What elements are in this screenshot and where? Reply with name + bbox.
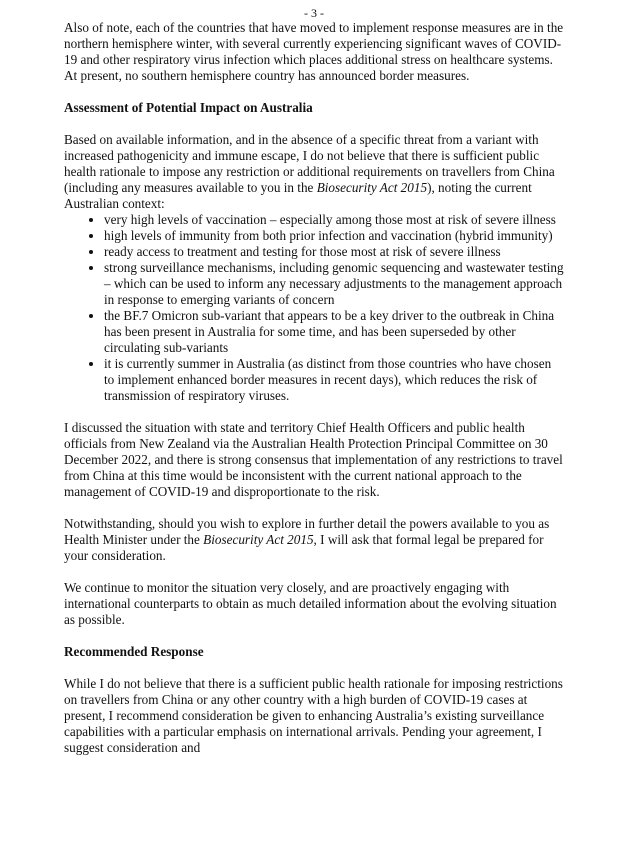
list-item: • ready access to treatment and testing for those most at risk of severe illness [104, 244, 564, 260]
act-citation: Biosecurity Act 2015 [203, 532, 314, 547]
context-bullet-list [64, 212, 564, 404]
list-item: • strong surveillance mechanisms, including genomic sequencing and wastewater testing – which can be used to inform any necessary adjustments to the management approach in response to emerging variants of concern [104, 260, 564, 308]
paragraph-recommended: While I do not believe that there is a sufficient public health rationale for imposing restrictions on travellers from China or any other country with a high burden of COVID-19 cases at present, I recommend consideration be given to enhancing Australia’s existing surveillance capabilities with a particular emphasis on international arrivals. Pending your agreement, I suggest consideration and [64, 676, 563, 755]
assessment-text-a: Based on available information, and in the absence of a specific threat from a variant with increased pathogenicity and immune escape, I do not believe that there is sufficient public health rationale to impose any restriction or additional requirements on travellers from China (including any measures available to you in the [64, 132, 555, 195]
paragraph-discussed: I discussed the situation with state and territory Chief Health Officers and public health officials from New Zealand via the Australian Health Protection Principal Committee on 30 December 2022, and there is strong consensus that implementation of any restrictions to travel from China at this time would be inconsistent with the current national approach to the management of COVID-19 and disproportionate to the risk. [64, 420, 563, 499]
paragraph-monitor: We continue to monitor the situation very closely, and are proactively engaging with international counterparts to obtain as much detailed information about the evolving situation as possible. [64, 580, 557, 627]
heading-assessment: Assessment of Potential Impact on Australia [64, 100, 313, 115]
list-item: • very high levels of vaccination – especially among those most at risk of severe illness [104, 212, 564, 228]
paragraph-assessment [64, 132, 564, 212]
notwithstanding-text-b: , I will ask that formal legal be prepared for your consideration. [64, 532, 544, 563]
list-item: • it is currently summer in Australia (as distinct from those countries who have chosen to implement enhanced border measures in recent days), which reduces the risk of transmission of respiratory viruses. [104, 356, 564, 404]
paragraph-intro: Also of note, each of the countries that have moved to implement response measures are in the northern hemisphere winter, with several currently experiencing significant waves of COVID-19 and other respiratory virus infection which places additional stress on healthcare systems. At present, no southern hemisphere country has announced border measures. [64, 20, 564, 83]
list-item: • high levels of immunity from both prior infection and vaccination (hybrid immunity) [104, 228, 564, 244]
notwithstanding-text-a: Notwithstanding, should you wish to explore in further detail the powers available to you as Health Minister under the [64, 516, 550, 547]
act-citation: Biosecurity Act 2015 [316, 180, 428, 195]
assessment-text-b: ), noting the current Australian context: [64, 180, 532, 211]
paragraph-notwithstanding [64, 516, 564, 564]
list-item: • the BF.7 Omicron sub-variant that appears to be a key driver to the outbreak in China has been present in Australia for some time, and has been superseded by other circulating sub-variants [104, 308, 564, 356]
document-page [64, 6, 564, 756]
heading-recommended: Recommended Response [64, 644, 204, 659]
page-number: - 3 - [304, 6, 324, 20]
